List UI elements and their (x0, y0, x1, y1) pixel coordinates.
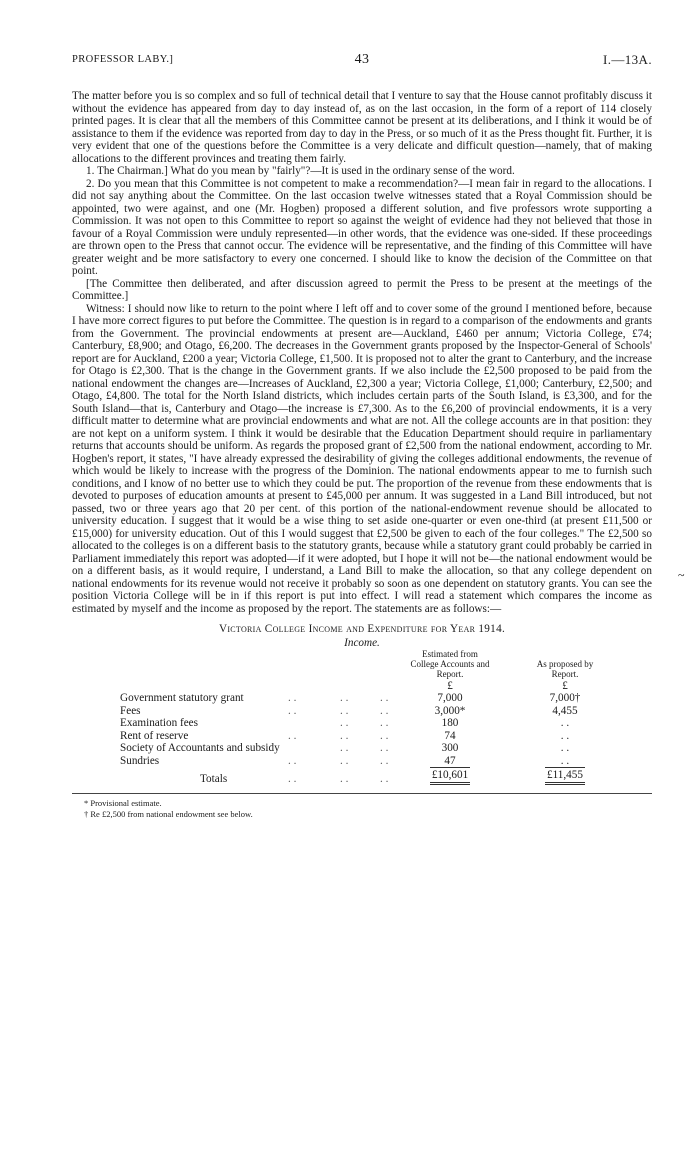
running-header (72, 52, 652, 72)
table-header-row (120, 649, 600, 679)
table-row: Society of Accountants and subsidy . . . . 300 . . (120, 742, 600, 755)
estimated-value: 47 (444, 754, 456, 767)
table-row: Examination fees . . . . 180 . . (120, 717, 600, 730)
total-estimated: £10,601 (430, 767, 470, 785)
footnote: * Provisional estimate. (84, 797, 162, 808)
table-subtitle: Income. (344, 637, 380, 649)
row-label: Society of Accountants and subsidy (120, 742, 280, 754)
footnote: † Re £2,500 from national endowment see below. (84, 808, 253, 819)
column-header-proposed: As proposed by Report. (536, 659, 594, 679)
table-title: Victoria College Income and Expenditure for Year 1914. (218, 623, 506, 635)
row-label: Government statutory grant (120, 692, 244, 704)
paragraph-bracketed-note: [The Committee then deliberated, and after discussion agreed to permit the Press to be present at the meetings of the Committee.] (72, 277, 652, 302)
currency-symbol: £ (447, 679, 453, 692)
proposed-value: 4,455 (552, 704, 578, 717)
proposed-value: . . (560, 754, 570, 767)
table-row: Rent of reserve . . . . . . 74 . . (120, 729, 600, 742)
proposed-value: . . (560, 729, 570, 742)
currency-symbol: £ (562, 679, 568, 692)
row-label: Examination fees (120, 717, 198, 729)
table-row: Fees . . . . . . 3,000* 4,455 (120, 704, 600, 717)
paragraph: The matter before you is so complex and so full of technical detail that I venture to say that the House cannot profitably discuss it without the evidence has appeared from day to day instead of, as on the last occasion, in the form of a report of 114 closely printed pages. It is clear that all the members of this Committee cannot be present at its deliberations, and I think it would be of assistance to them if the evidence was reported from day to day in the Press, or so much of it as the Press thought fit. Further, it is very evident that one of the questions before the Committee is a very delicate and difficult question—namely, that of making allocations to the different provinces and treating them fairly. (72, 90, 652, 165)
paragraph: 1. The Chairman.] What do you mean by "fairly"?—It is used in the ordinary sense of the word. (86, 165, 515, 177)
body-text (72, 90, 652, 615)
proposed-value: 7,000† (549, 692, 581, 704)
footnote-divider (72, 793, 652, 794)
currency-row (120, 679, 600, 692)
totals-row: Totals . . . . . . £10,601 £11,455 (120, 767, 600, 785)
proposed-value: . . (560, 742, 570, 754)
row-label: Sundries (120, 754, 160, 767)
estimated-value: 180 (441, 717, 459, 729)
estimated-value: 3,000* (434, 704, 466, 717)
table-row: Government statutory grant . . . . . . 7,000 7,000† (120, 692, 600, 705)
estimated-value: 74 (444, 729, 456, 742)
header-paper-number: I.—13A. (602, 52, 652, 67)
row-label: Rent of reserve (120, 729, 189, 742)
total-proposed: £11,455 (545, 767, 585, 785)
footnotes (72, 798, 652, 820)
estimated-value: 300 (441, 742, 459, 754)
income-table (120, 649, 600, 785)
page-number: 43 (354, 52, 370, 67)
paragraph: Witness: I should now like to return to the point where I left off and to cover some of the ground I mentioned before, because I have more correct figures to put before the Committee. The question is in regard to a comparison of the endowments and grants from the Government. The provincial endowments at present are—Auckland, £460 per annum; Victoria College, £74; Canterbury, £8,900; and Otago, £6,200. The decreases in the Government grants proposed by the Inspector-General of Schools' report are for Auckland, £200 a year; Victoria College, £1,500. It is proposed not to alter the grant to Canterbury, and the increase for Otago is £2,300. That is the change in the Government grants. If we also include the £2,500 proposed to be paid from the national endowment the changes are—Increases of Auckland, £2,300 a year; Victoria College, £1,000; Canterbury, £2,500; and Otago, £4,800. The total for the North Island districts, which includes certain parts of the South Island, is £3,300, and for the South Island—that is, Canterbury and Otago—the increase is £7,300. As to the £6,200 of provincial endowments, it is a very difficult matter to determine what are provincial endowments and what are not. All the college accounts are in that position: they are not kept on a uniform system. I think it would be desirable that the Education Department should require in parliamentary returns that accounts should be uniform. As regards the proposed grant of £2,500 from the national endowment, according to Mr. Hogben's report, it states, "I have already expressed the desirability of giving the colleges additional endowments, the revenue of which would be likely to increase with the progress of the Dominion. The national endowments appear to me to furnish such conditions, and I know of no better use to which they could be put. The proportion of the revenue from these endowments that is devoted to purposes of education amounts at present to £45,000 per annum. It was suggested in a Land Bill introduced, but not passed, two or three years ago that 20 per cent. of this portion of the national-endowment revenue should be allocated to university education. I suggest that it would be a wise thing to set aside one-quarter or even one-third (at present £11,500 or £15,000) for university education. Out of this I would suggest that £2,500 be given to each of the four colleges." The £2,500 so allocated to the colleges is on a different basis to the statutory grants, because while a statutory grant could probably be carried in Parliament immediately this report was adopted—if it were adopted, but I hope it will not be—the national endowment would be on a different basis, as it would require, I understand, a Land Bill to make the allocation, so that any college dependent on national endowments for its revenue would not receive it probably so soon as one dependent on statutory grants. You can see the position Victoria College will be in if this report is put into effect. I will read a statement which compares the income as estimated by myself and the income as proposed by the report. The statements are as follows:— (72, 302, 652, 615)
document-page (72, 52, 652, 820)
row-label: Fees (120, 704, 141, 717)
table-row: Sundries . . . . . . 47 . . (120, 754, 600, 767)
proposed-value: . . (560, 717, 570, 729)
estimated-value: 7,000 (437, 692, 463, 704)
margin-mark: ~ (678, 568, 685, 582)
column-header-estimated: Estimated from College Accounts and Report. (410, 649, 490, 679)
header-witness: PROFESSOR LABY.] (72, 54, 174, 65)
totals-label: Totals (200, 772, 228, 785)
paragraph: 2. Do you mean that this Committee is not competent to make a recommendation?—I mean fair in regard to the allocations. I did not say anything about the Committee. On the last occasion twelve witnesses stated that a Royal Commission should be appointed, two were against, and one (Mr. Hogben) proposed a different solution, and five professors wrote supporting a Commission. It was not open to this Committee to report so against the weight of evidence had they not believed that those in favour of a Royal Commission were unduly represented—in other words, that the evidence was one-sided. If these proceedings are thrown open to the Press that cannot occur. The evidence will be representative, and the finding of this Committee will have greater weight and be more satisfactory to every one concerned. I should like to know the decision of the Committee on that point. (72, 177, 652, 277)
